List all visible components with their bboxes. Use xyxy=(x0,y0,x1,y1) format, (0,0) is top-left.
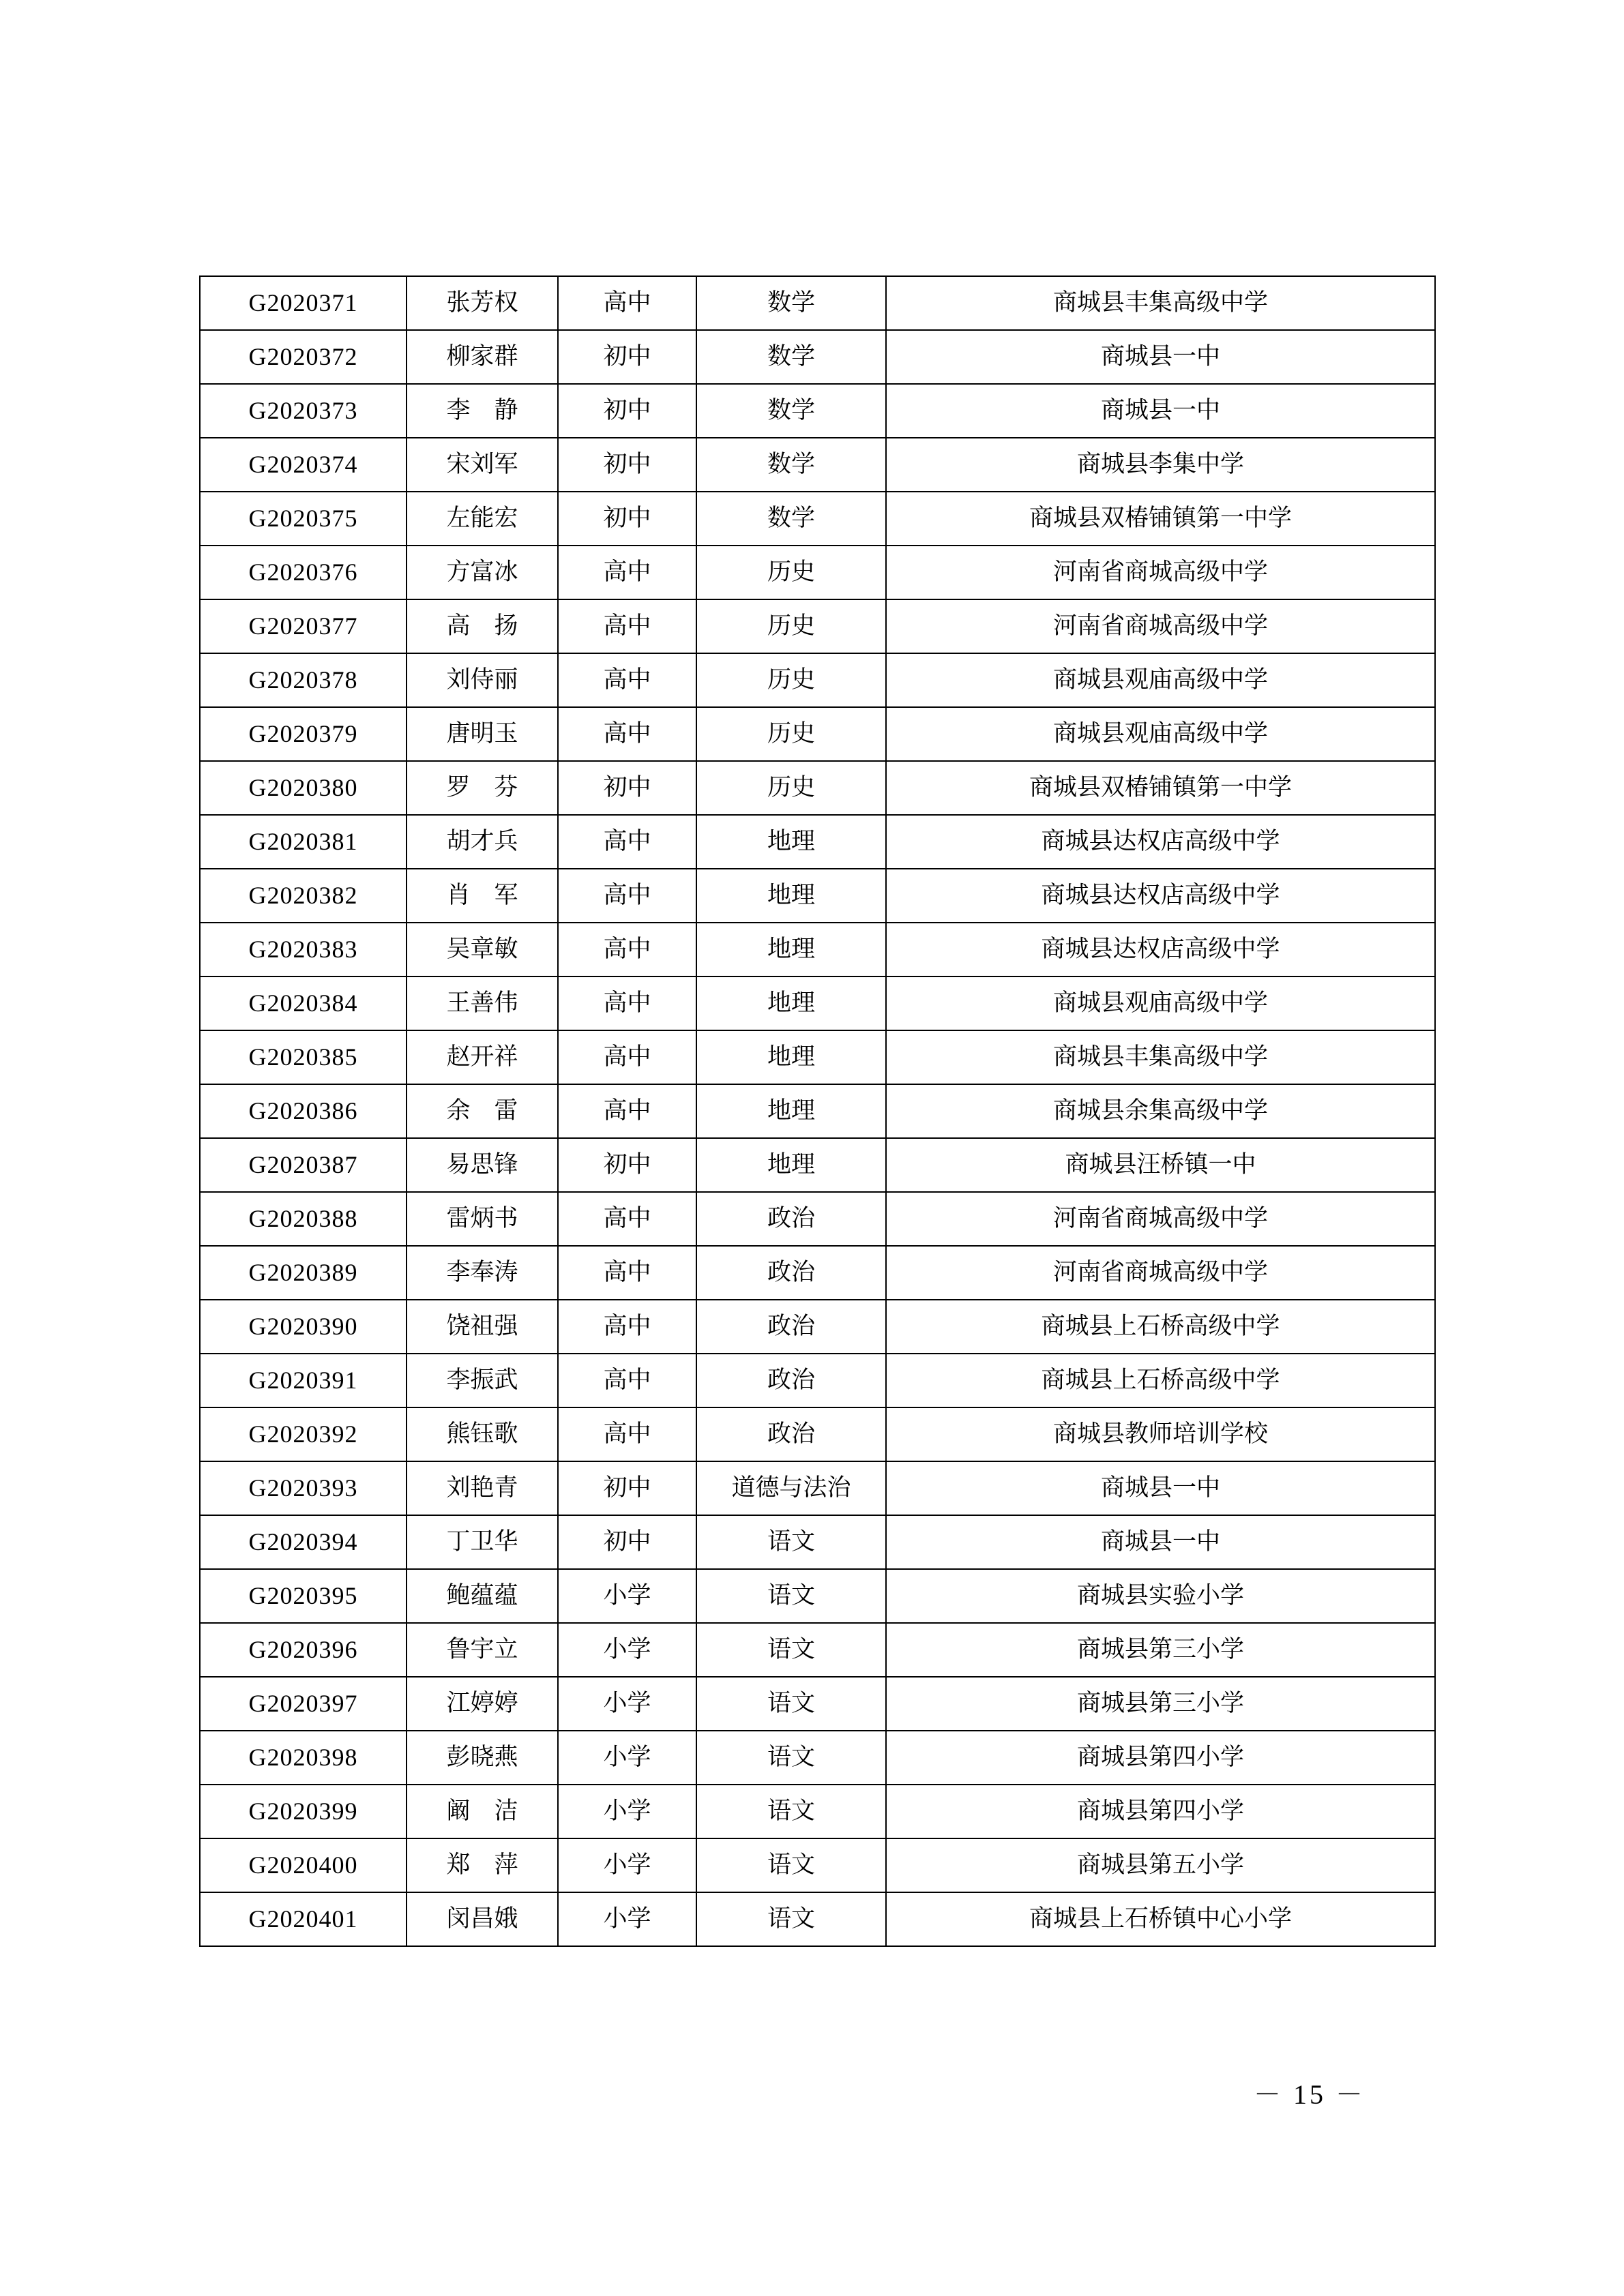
cell-level: 高中 xyxy=(558,1354,696,1407)
cell-level: 高中 xyxy=(558,546,696,599)
table-row xyxy=(200,1461,1435,1515)
cell-id: G2020375 xyxy=(200,492,407,546)
cell-subject: 历史 xyxy=(696,761,886,815)
cell-level: 小学 xyxy=(558,1785,696,1838)
cell-level: 高中 xyxy=(558,869,696,923)
cell-name: 余 雷 xyxy=(407,1084,558,1138)
page-number: － 15 － xyxy=(1254,2079,1365,2110)
cell-school: 河南省商城高级中学 xyxy=(886,1192,1435,1246)
cell-level: 小学 xyxy=(558,1623,696,1677)
cell-subject: 数学 xyxy=(696,384,886,438)
cell-name: 刘艳青 xyxy=(407,1461,558,1515)
cell-school: 商城县一中 xyxy=(886,384,1435,438)
cell-subject: 地理 xyxy=(696,976,886,1030)
cell-level: 小学 xyxy=(558,1731,696,1785)
table-row xyxy=(200,1785,1435,1838)
cell-school: 河南省商城高级中学 xyxy=(886,1246,1435,1300)
cell-name: 李奉涛 xyxy=(407,1246,558,1300)
cell-name: 熊钰歌 xyxy=(407,1407,558,1461)
cell-level: 高中 xyxy=(558,815,696,869)
cell-school: 商城县第四小学 xyxy=(886,1731,1435,1785)
cell-school: 商城县第四小学 xyxy=(886,1785,1435,1838)
cell-subject: 语文 xyxy=(696,1623,886,1677)
cell-school: 河南省商城高级中学 xyxy=(886,599,1435,653)
cell-level: 初中 xyxy=(558,761,696,815)
cell-id: G2020395 xyxy=(200,1569,407,1623)
cell-school: 商城县观庙高级中学 xyxy=(886,707,1435,761)
cell-subject: 语文 xyxy=(696,1838,886,1892)
cell-level: 初中 xyxy=(558,1138,696,1192)
cell-id: G2020388 xyxy=(200,1192,407,1246)
cell-school: 商城县教师培训学校 xyxy=(886,1407,1435,1461)
cell-id: G2020389 xyxy=(200,1246,407,1300)
cell-subject: 语文 xyxy=(696,1731,886,1785)
cell-id: G2020371 xyxy=(200,276,407,330)
cell-level: 初中 xyxy=(558,492,696,546)
cell-school: 商城县余集高级中学 xyxy=(886,1084,1435,1138)
table-row xyxy=(200,1138,1435,1192)
cell-id: G2020393 xyxy=(200,1461,407,1515)
cell-subject: 政治 xyxy=(696,1300,886,1354)
cell-name: 丁卫华 xyxy=(407,1515,558,1569)
cell-subject: 地理 xyxy=(696,815,886,869)
cell-subject: 地理 xyxy=(696,1138,886,1192)
cell-name: 胡才兵 xyxy=(407,815,558,869)
cell-school: 商城县丰集高级中学 xyxy=(886,276,1435,330)
cell-school: 商城县一中 xyxy=(886,1515,1435,1569)
cell-level: 高中 xyxy=(558,1084,696,1138)
cell-id: G2020396 xyxy=(200,1623,407,1677)
cell-name: 刘侍丽 xyxy=(407,653,558,707)
cell-id: G2020391 xyxy=(200,1354,407,1407)
table-row xyxy=(200,438,1435,492)
cell-name: 赵开祥 xyxy=(407,1030,558,1084)
cell-id: G2020381 xyxy=(200,815,407,869)
cell-id: G2020377 xyxy=(200,599,407,653)
cell-name: 闵昌娥 xyxy=(407,1892,558,1946)
cell-level: 高中 xyxy=(558,923,696,976)
cell-level: 高中 xyxy=(558,1192,696,1246)
cell-name: 阚 洁 xyxy=(407,1785,558,1838)
cell-id: G2020372 xyxy=(200,330,407,384)
cell-school: 商城县第三小学 xyxy=(886,1677,1435,1731)
table-row xyxy=(200,707,1435,761)
cell-level: 小学 xyxy=(558,1892,696,1946)
cell-level: 初中 xyxy=(558,330,696,384)
cell-subject: 语文 xyxy=(696,1892,886,1946)
cell-school: 商城县上石桥镇中心小学 xyxy=(886,1892,1435,1946)
cell-id: G2020373 xyxy=(200,384,407,438)
cell-subject: 数学 xyxy=(696,330,886,384)
cell-school: 商城县达权店高级中学 xyxy=(886,815,1435,869)
cell-subject: 数学 xyxy=(696,438,886,492)
cell-subject: 地理 xyxy=(696,923,886,976)
cell-id: G2020397 xyxy=(200,1677,407,1731)
cell-name: 王善伟 xyxy=(407,976,558,1030)
cell-level: 初中 xyxy=(558,384,696,438)
table-row xyxy=(200,653,1435,707)
cell-name: 罗 芬 xyxy=(407,761,558,815)
cell-id: G2020379 xyxy=(200,707,407,761)
cell-school: 商城县达权店高级中学 xyxy=(886,869,1435,923)
cell-name: 鲁宇立 xyxy=(407,1623,558,1677)
cell-id: G2020376 xyxy=(200,546,407,599)
cell-school: 商城县第五小学 xyxy=(886,1838,1435,1892)
table-row xyxy=(200,1084,1435,1138)
cell-level: 初中 xyxy=(558,1515,696,1569)
cell-name: 易思锋 xyxy=(407,1138,558,1192)
cell-level: 高中 xyxy=(558,1407,696,1461)
cell-id: G2020401 xyxy=(200,1892,407,1946)
table-row xyxy=(200,276,1435,330)
cell-name: 鲍蕴蕴 xyxy=(407,1569,558,1623)
cell-name: 宋刘军 xyxy=(407,438,558,492)
cell-school: 商城县丰集高级中学 xyxy=(886,1030,1435,1084)
cell-name: 吴章敏 xyxy=(407,923,558,976)
roster-table-body xyxy=(200,276,1435,1946)
cell-school: 商城县汪桥镇一中 xyxy=(886,1138,1435,1192)
cell-subject: 道德与法治 xyxy=(696,1461,886,1515)
cell-level: 高中 xyxy=(558,976,696,1030)
cell-name: 张芳权 xyxy=(407,276,558,330)
cell-name: 李振武 xyxy=(407,1354,558,1407)
cell-subject: 数学 xyxy=(696,492,886,546)
table-row xyxy=(200,923,1435,976)
cell-id: G2020392 xyxy=(200,1407,407,1461)
cell-id: G2020383 xyxy=(200,923,407,976)
cell-level: 小学 xyxy=(558,1677,696,1731)
table-row xyxy=(200,1623,1435,1677)
cell-level: 小学 xyxy=(558,1569,696,1623)
cell-name: 彭晓燕 xyxy=(407,1731,558,1785)
cell-subject: 数学 xyxy=(696,276,886,330)
cell-subject: 政治 xyxy=(696,1407,886,1461)
cell-level: 高中 xyxy=(558,276,696,330)
table-row xyxy=(200,1300,1435,1354)
cell-subject: 地理 xyxy=(696,1084,886,1138)
cell-school: 商城县一中 xyxy=(886,1461,1435,1515)
cell-school: 商城县双椿铺镇第一中学 xyxy=(886,761,1435,815)
cell-id: G2020400 xyxy=(200,1838,407,1892)
cell-subject: 语文 xyxy=(696,1677,886,1731)
cell-level: 高中 xyxy=(558,599,696,653)
cell-id: G2020384 xyxy=(200,976,407,1030)
cell-id: G2020399 xyxy=(200,1785,407,1838)
cell-subject: 地理 xyxy=(696,869,886,923)
table-row xyxy=(200,815,1435,869)
table-row xyxy=(200,1569,1435,1623)
table-row xyxy=(200,1838,1435,1892)
table-row xyxy=(200,1354,1435,1407)
cell-id: G2020387 xyxy=(200,1138,407,1192)
cell-name: 柳家群 xyxy=(407,330,558,384)
cell-id: G2020385 xyxy=(200,1030,407,1084)
table-row xyxy=(200,384,1435,438)
table-row xyxy=(200,1407,1435,1461)
cell-name: 高 扬 xyxy=(407,599,558,653)
cell-subject: 历史 xyxy=(696,707,886,761)
table-row xyxy=(200,1515,1435,1569)
cell-subject: 历史 xyxy=(696,546,886,599)
cell-level: 初中 xyxy=(558,438,696,492)
cell-school: 商城县一中 xyxy=(886,330,1435,384)
cell-level: 小学 xyxy=(558,1838,696,1892)
table-row xyxy=(200,976,1435,1030)
cell-school: 商城县上石桥高级中学 xyxy=(886,1354,1435,1407)
cell-name: 左能宏 xyxy=(407,492,558,546)
table-row xyxy=(200,492,1435,546)
cell-id: G2020380 xyxy=(200,761,407,815)
cell-subject: 历史 xyxy=(696,653,886,707)
cell-school: 商城县双椿铺镇第一中学 xyxy=(886,492,1435,546)
cell-school: 商城县第三小学 xyxy=(886,1623,1435,1677)
cell-name: 郑 萍 xyxy=(407,1838,558,1892)
cell-school: 商城县观庙高级中学 xyxy=(886,653,1435,707)
teacher-roster-table xyxy=(199,275,1436,1947)
cell-level: 高中 xyxy=(558,653,696,707)
cell-subject: 政治 xyxy=(696,1246,886,1300)
cell-name: 李 静 xyxy=(407,384,558,438)
cell-id: G2020386 xyxy=(200,1084,407,1138)
table-row xyxy=(200,869,1435,923)
cell-name: 唐明玉 xyxy=(407,707,558,761)
cell-id: G2020378 xyxy=(200,653,407,707)
table-row xyxy=(200,1192,1435,1246)
cell-name: 方富冰 xyxy=(407,546,558,599)
cell-school: 商城县上石桥高级中学 xyxy=(886,1300,1435,1354)
cell-school: 河南省商城高级中学 xyxy=(886,546,1435,599)
cell-id: G2020390 xyxy=(200,1300,407,1354)
table-row xyxy=(200,599,1435,653)
cell-level: 高中 xyxy=(558,707,696,761)
cell-subject: 政治 xyxy=(696,1354,886,1407)
cell-level: 高中 xyxy=(558,1300,696,1354)
cell-id: G2020374 xyxy=(200,438,407,492)
table-row xyxy=(200,1677,1435,1731)
cell-id: G2020394 xyxy=(200,1515,407,1569)
cell-school: 商城县实验小学 xyxy=(886,1569,1435,1623)
cell-subject: 历史 xyxy=(696,599,886,653)
cell-name: 江婷婷 xyxy=(407,1677,558,1731)
table-row xyxy=(200,761,1435,815)
cell-subject: 地理 xyxy=(696,1030,886,1084)
cell-subject: 语文 xyxy=(696,1515,886,1569)
table-row xyxy=(200,1246,1435,1300)
cell-subject: 语文 xyxy=(696,1785,886,1838)
cell-id: G2020382 xyxy=(200,869,407,923)
table-row xyxy=(200,1030,1435,1084)
cell-name: 雷炳书 xyxy=(407,1192,558,1246)
cell-name: 饶祖强 xyxy=(407,1300,558,1354)
table-row xyxy=(200,546,1435,599)
table-row xyxy=(200,330,1435,384)
cell-level: 高中 xyxy=(558,1246,696,1300)
cell-level: 高中 xyxy=(558,1030,696,1084)
cell-id: G2020398 xyxy=(200,1731,407,1785)
cell-subject: 政治 xyxy=(696,1192,886,1246)
cell-school: 商城县达权店高级中学 xyxy=(886,923,1435,976)
cell-name: 肖 军 xyxy=(407,869,558,923)
table-row xyxy=(200,1892,1435,1946)
table-row xyxy=(200,1731,1435,1785)
cell-school: 商城县李集中学 xyxy=(886,438,1435,492)
cell-level: 初中 xyxy=(558,1461,696,1515)
cell-school: 商城县观庙高级中学 xyxy=(886,976,1435,1030)
cell-subject: 语文 xyxy=(696,1569,886,1623)
